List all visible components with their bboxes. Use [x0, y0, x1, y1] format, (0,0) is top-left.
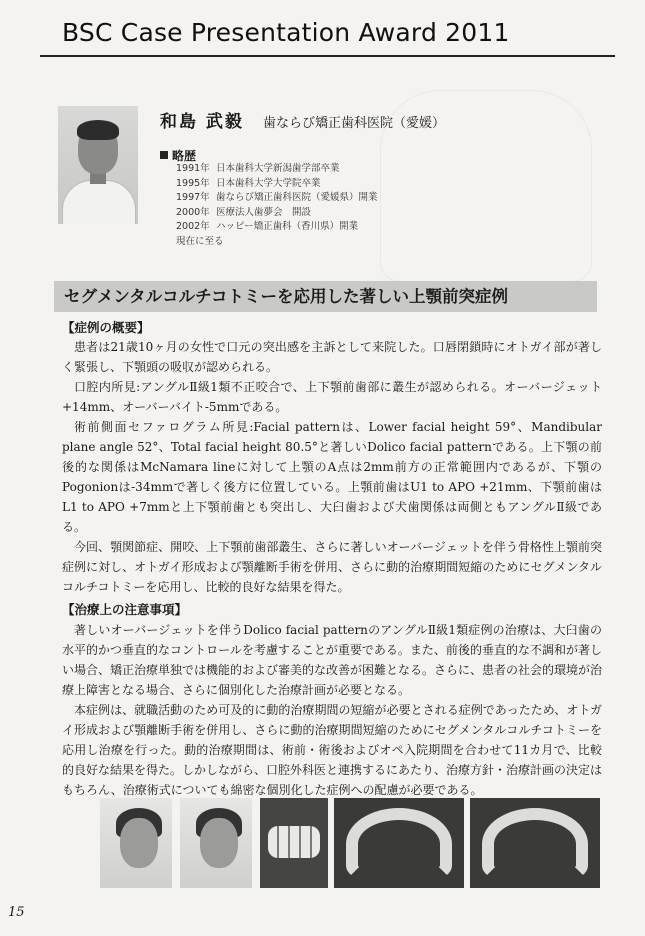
intraoral-frontal-photo: [260, 798, 328, 888]
frontal-photo: [180, 798, 252, 888]
career-heading: 略歴: [160, 147, 196, 164]
profile-photo: [100, 798, 172, 888]
author-photo: [58, 106, 138, 224]
lower-arch-photo: [470, 798, 600, 888]
overview-paragraph: 患者は21歳10ヶ月の女性で口元の突出感を主訴として来院した。口唇閉鎖時にオトガイ部が著しく緊張し、下顎頭の吸収が認められる。: [62, 340, 602, 374]
career-item: 1991年 日本歯科大学新潟歯学部卒業: [176, 163, 340, 174]
notes-paragraph: 著しいオーバージェットを伴うDolico facial patternのアングルⅡ級1類症例の治療は、大臼歯の水平的かつ垂直的なコントロールを考慮することが重要である。また、前後的垂直的な不調和が著しい場合、矯正治療単独では機能的および審美的な改善が困難となる。さらに、患者の社会的環境が治療上障害となる場合、さらに個別化した治療計画が必要となる。: [62, 623, 603, 697]
author-affiliation: 歯ならび矯正歯科医院（愛媛）: [263, 116, 446, 131]
overview-body: [62, 337, 602, 597]
career-item: 2002年 ハッピー矯正歯科（香川県）開業: [176, 221, 359, 233]
header-rule: [40, 55, 615, 57]
career-item: 2000年 医療法人歯夢会 開設: [176, 206, 312, 218]
header-title: BSC Case Presentation Award 2011: [62, 18, 510, 47]
career-current: 現在に至る: [176, 235, 224, 247]
overview-paragraph: 口腔内所見:アングルⅡ級1類不正咬合で、上下顎前歯部に叢生が認められる。オーバージェット+14mm、オーバーバイト-5mmである。: [62, 380, 602, 414]
career-item: 1997年 歯ならび矯正歯科医院（愛媛県）開業: [176, 192, 378, 204]
career-item: 1995年 日本歯科大学大学院卒業: [176, 177, 321, 189]
upper-arch-photo: [334, 798, 464, 888]
notes-body: [62, 620, 602, 800]
author-block: [160, 107, 445, 132]
overview-paragraph: 今回、顎関節症、開咬、上下顎前歯部叢生、さらに著しいオーバージェットを伴う骨格性上顎前突症例に対し、オトガイ形成および顎離断手術を併用、さらに動的治療期間短縮のためにセグメンタルコルチコトミーを応用し、比較的良好な結果を得た。: [62, 540, 602, 594]
overview-heading: 【症例の概要】: [62, 320, 150, 335]
case-photos: [100, 798, 600, 888]
career-list: [176, 162, 378, 250]
notes-heading: 【治療上の注意事項】: [62, 602, 188, 617]
notes-paragraph: 本症例は、就職活動のため可及的に動的治療期間の短縮が必要とされる症例であったため、オトガイ形成および顎離断手術を併用し、さらに動的治療期間短縮のためにセグメンタルコルチコトミーを応用し治療を行った。動的治療期間は、術前・術後およびオペ入院期間を合わせて11カ月で、比較的良好な結果を得た。しかしながら、口腔外科医と連携するにあたり、治療方針・治療計画の決定はもちろん、治療術式についても綿密な個別化した症例への配慮が必要である。: [62, 703, 603, 797]
overview-paragraph: 術前側面セファログラム所見:Facial patternは、Lower facial height 59°、Mandibular plane angle 52°、Total facial height 80.5°と著しいDolico facial patternである。上下顎の前後的な関係はMcNamara lineに対して上顎のA点は2mm前方の正常範囲内であるが、下顎のPogonionは-34mmで著しく後方に位置している。上顎前歯はU1 to APO +21mm、下顎前歯はL1 to APO +7mmと上下顎前歯とも突出し、大臼歯および犬歯関係は両側ともアングルⅡ級である。: [62, 420, 602, 534]
page-number: 15: [8, 905, 25, 920]
author-name: 和島 武毅: [160, 112, 244, 132]
section-title: セグメンタルコルチコトミーを応用した著しい上顎前突症例: [54, 281, 597, 312]
